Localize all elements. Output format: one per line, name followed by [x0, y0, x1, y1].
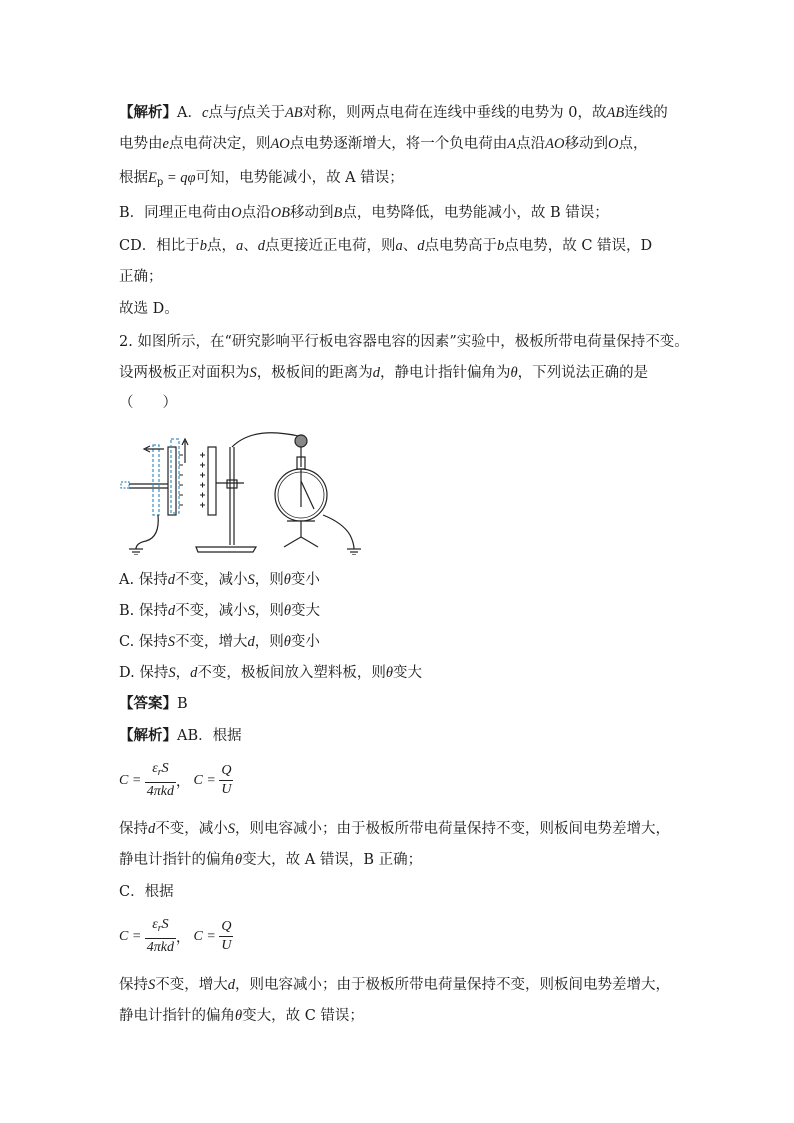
formula-lhs: C =	[119, 772, 142, 788]
text: 不变，减小	[175, 603, 248, 619]
text: 变大，故 C 错误；	[242, 1008, 364, 1024]
var: θ	[385, 665, 393, 681]
formula-lhs: C =	[119, 928, 142, 944]
text: 保持	[138, 634, 168, 650]
text: 不变，减小	[155, 821, 228, 837]
formula-lhs-2: C =	[193, 772, 216, 788]
formula-rest: = qφ	[163, 170, 196, 186]
var: c	[201, 105, 209, 121]
var: AO	[270, 136, 290, 152]
var: d	[227, 977, 235, 993]
text: 点电势逐渐增大，将一个负电荷由	[289, 136, 508, 152]
epsilon-sub: r	[157, 923, 162, 934]
right-plate	[208, 447, 216, 515]
stand-base	[196, 547, 256, 552]
text: 、	[243, 238, 258, 254]
plus-sign	[200, 453, 205, 458]
option-label: C.	[119, 634, 135, 650]
formula-var: E	[148, 170, 157, 186]
left-ground-wire	[136, 515, 158, 549]
var: S	[227, 821, 235, 837]
text: 设两极板正对面积为	[119, 365, 250, 381]
capacitance-formula-2	[119, 916, 233, 957]
text: ，则	[254, 634, 284, 650]
text: ，则电容减小；由于极板所带电荷量保持不变，则板间电势差增大，	[235, 977, 670, 993]
text: 点与	[208, 105, 238, 121]
connecting-wire	[232, 433, 300, 447]
text: 点，	[206, 238, 236, 254]
fraction-2	[219, 918, 233, 955]
fraction	[145, 760, 176, 801]
fraction-2	[219, 762, 233, 799]
text: C．根据	[119, 884, 174, 900]
var: OB	[270, 205, 290, 221]
denominator-2: U	[221, 938, 232, 953]
var: O	[231, 205, 242, 221]
var: θ	[510, 365, 518, 381]
text: 不变，增大	[155, 977, 228, 993]
capacitance-formula-1	[119, 760, 233, 801]
option-c	[119, 632, 320, 652]
var: b	[496, 238, 505, 254]
option-label: B.	[119, 603, 135, 619]
analysis-line4	[119, 882, 174, 902]
dashed-rod-end	[121, 482, 129, 488]
plus-sign	[200, 503, 205, 508]
text: 变大	[392, 665, 422, 681]
text: 点沿	[241, 205, 271, 221]
text: 、	[402, 238, 418, 254]
para1-line5	[119, 236, 652, 256]
text: 对称，则两点电荷在连线中垂线的电势为 0，故	[302, 105, 607, 121]
text: ，下列说法正确的是	[517, 365, 649, 381]
plus-sign	[200, 483, 205, 488]
electroscope-needle	[301, 481, 314, 509]
var: f	[237, 105, 242, 121]
text: 保持	[139, 665, 169, 681]
left-plate	[168, 447, 176, 515]
var: d	[372, 365, 380, 381]
stand-clamp	[227, 480, 237, 488]
separator: ，	[176, 774, 191, 790]
text: ，静电计指针偏角为	[380, 365, 511, 381]
answer-value: B	[177, 696, 188, 712]
analysis-line6	[119, 1006, 364, 1026]
var: d	[148, 821, 156, 837]
answer-bracket: 【答案】	[119, 695, 177, 712]
denominator: 4πkd	[146, 940, 175, 955]
option-a	[119, 570, 320, 590]
denominator-2: U	[221, 782, 232, 797]
text: ，	[175, 665, 191, 681]
para1-line6: 正确；	[119, 269, 163, 285]
analysis-line2	[119, 819, 670, 839]
var: S	[247, 572, 255, 588]
text: 根据	[119, 170, 148, 186]
var: AB	[284, 105, 303, 121]
text: CD．相比于	[119, 238, 200, 254]
var: d	[257, 238, 265, 254]
electroscope-ball	[295, 435, 307, 447]
var: S	[247, 603, 255, 619]
text: 点电荷决定，则	[168, 136, 271, 152]
analysis-line5	[119, 975, 670, 995]
text: ，则	[254, 572, 284, 588]
text: 保持	[138, 603, 168, 619]
var: S	[148, 977, 156, 993]
para1-line7: 故选 D。	[119, 301, 179, 317]
plus-sign	[200, 493, 205, 498]
var: S	[167, 634, 176, 650]
text: 移动到	[289, 205, 334, 221]
text: 点电势高于	[424, 238, 497, 254]
option-label: D.	[119, 665, 135, 681]
epsilon-sub: r	[157, 767, 162, 778]
option-b	[119, 601, 320, 621]
text: 变小	[290, 634, 320, 650]
text: 保持	[119, 821, 148, 837]
question-line3: （ ）	[119, 395, 177, 411]
var: A	[507, 136, 517, 152]
var: d	[247, 634, 255, 650]
var: AB	[606, 105, 625, 121]
question-line1: 2. 如图所示，在“研究影响平行板电容器电容的因素”实验中，极板所带电荷量保持不变。	[119, 334, 689, 350]
analysis-bracket: 【解析】	[119, 104, 177, 121]
separator: ，	[176, 930, 191, 946]
analysis-line1	[119, 726, 242, 746]
denominator: 4πkd	[146, 784, 175, 799]
var: B	[333, 205, 343, 221]
para1-line2	[119, 134, 647, 154]
var: e	[162, 136, 169, 152]
text: 连线的	[624, 105, 668, 121]
answer-line	[119, 694, 188, 714]
area-var: S	[161, 917, 169, 932]
text: 点关于	[241, 105, 285, 121]
var: O	[607, 136, 619, 152]
capacitor-experiment-figure	[118, 425, 368, 555]
right-ground-wire	[323, 515, 354, 549]
text: A．	[177, 105, 202, 121]
var: θ	[283, 603, 291, 619]
epsilon: ε	[152, 917, 158, 932]
text: ，则	[254, 603, 284, 619]
plus-sign	[200, 463, 205, 468]
text: 保持	[119, 977, 148, 993]
analysis-bracket: 【解析】	[119, 727, 177, 744]
area-var: S	[161, 761, 169, 776]
var: d	[190, 665, 198, 681]
text: AB．根据	[177, 728, 242, 744]
var: b	[199, 238, 207, 254]
text: 变大，故 A 错误，B 正确；	[242, 852, 423, 868]
text: 静电计指针的偏角	[119, 1008, 235, 1024]
text: 保持	[138, 572, 168, 588]
text: 不变，极板间放入塑料板，则	[197, 665, 386, 681]
numerator-2: Q	[219, 918, 233, 937]
text: 电势由	[119, 136, 163, 152]
var: θ	[283, 634, 291, 650]
option-label: A.	[119, 572, 135, 588]
epsilon: ε	[152, 761, 158, 776]
formula-sub: p	[156, 177, 164, 188]
var: a	[395, 238, 403, 254]
option-d	[119, 663, 422, 683]
analysis-line3	[119, 850, 422, 870]
text: 可知，电势能减小，故 A 错误；	[195, 170, 404, 186]
var: a	[235, 238, 244, 254]
text: ，则电容减小；由于极板所带电荷量保持不变，则板间电势差增大，	[235, 821, 670, 837]
text: 变大	[291, 603, 320, 619]
question-line2	[119, 363, 648, 383]
text: 不变，减小	[174, 572, 248, 588]
numerator	[145, 760, 176, 783]
text: 点更接近正电荷，则	[264, 238, 396, 254]
var: d	[167, 572, 175, 588]
var: θ	[235, 1008, 243, 1024]
plus-sign	[200, 473, 205, 478]
text: 点电势，故 C 错误，D	[504, 238, 653, 254]
para1-line4	[119, 203, 609, 223]
numerator	[145, 916, 176, 939]
var: d	[167, 603, 176, 619]
fraction	[145, 916, 176, 957]
electroscope-foot	[284, 537, 318, 547]
text: 点，电势降低，电势能减小，故 B 错误；	[342, 205, 609, 221]
numerator-2: Q	[219, 762, 233, 781]
var: AO	[545, 136, 565, 152]
para1-line3	[119, 168, 404, 193]
text: 变小	[290, 572, 320, 588]
var: θ	[283, 572, 291, 588]
text: 移动到	[564, 136, 608, 152]
var: θ	[235, 852, 243, 868]
left-plate-dashed-position	[153, 445, 159, 515]
var: S	[168, 665, 176, 681]
var: S	[249, 365, 257, 381]
para1-line1	[119, 103, 668, 123]
text: 静电计指针的偏角	[119, 852, 235, 868]
formula-lhs-2: C =	[193, 928, 216, 944]
text: 点沿	[516, 136, 546, 152]
var: d	[417, 238, 425, 254]
text: ，极板间的距离为	[256, 365, 373, 381]
text: B．同理正电荷由	[119, 205, 232, 221]
text: 点，	[618, 136, 648, 152]
text: 不变，增大	[175, 634, 248, 650]
